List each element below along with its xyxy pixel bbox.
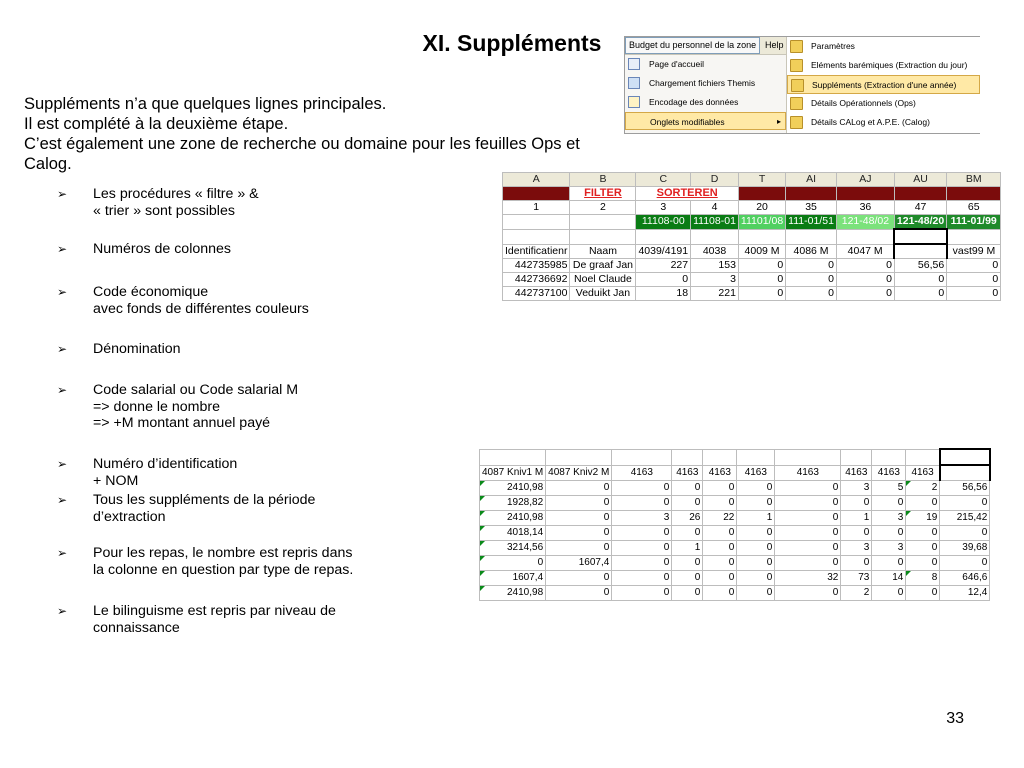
economic-code	[503, 215, 570, 230]
table-row	[480, 586, 990, 601]
wage-code: 4163	[737, 465, 775, 481]
submenu	[786, 37, 980, 133]
table-cell[interactable]: 0	[775, 526, 841, 541]
menu-item-chargement[interactable]	[625, 74, 786, 92]
table-cell[interactable]: 442736692	[503, 273, 570, 287]
table-cell[interactable]: 12,4	[940, 586, 990, 601]
column-header[interactable]: AJ	[836, 173, 894, 187]
arrow-bullet-icon: ➢	[57, 604, 68, 618]
bullet-line: avec fonds de différentes couleurs	[93, 300, 309, 317]
table-cell[interactable]: 8	[906, 571, 940, 586]
column-number: 65	[947, 201, 1001, 215]
table-cell[interactable]: 0	[672, 586, 703, 601]
wage-code: 4038	[691, 244, 739, 259]
table-cell[interactable]: 0	[775, 556, 841, 571]
table-cell[interactable]: 0	[737, 496, 775, 511]
column-number: 2	[570, 201, 636, 215]
submenu-item-parametres[interactable]	[787, 37, 980, 56]
menu-item-label: Encodage des données	[649, 97, 739, 107]
table-cell[interactable]: 0	[738, 287, 785, 301]
column-title	[906, 449, 940, 465]
wage-code: Identificatienr	[503, 244, 570, 259]
table-cell[interactable]: 0	[546, 496, 612, 511]
wage-code: 4163	[775, 465, 841, 481]
submenu-item-label: Paramètres	[811, 41, 855, 51]
column-header[interactable]: A	[503, 173, 570, 187]
column-title	[836, 229, 894, 244]
column-title	[786, 229, 837, 244]
column-number: 3	[636, 201, 691, 215]
table-cell[interactable]: 26	[672, 511, 703, 526]
intro-line: Suppléments n’a que quelques lignes principales.	[24, 95, 387, 113]
folder-icon	[790, 40, 803, 53]
table-cell[interactable]: 2410,98	[480, 586, 546, 601]
bottom-sheet-table	[479, 448, 991, 601]
table-cell[interactable]: 153	[691, 259, 739, 273]
table-cell[interactable]: 227	[636, 259, 691, 273]
column-number: 1	[503, 201, 570, 215]
wage-code	[940, 465, 990, 481]
table-cell[interactable]: 0	[940, 526, 990, 541]
table-cell[interactable]: 22	[703, 511, 737, 526]
column-title	[570, 229, 636, 244]
bullet-line: + NOM	[93, 472, 139, 489]
table-cell[interactable]: 0	[546, 526, 612, 541]
bullet-line: Les procédures « filtre » &	[93, 186, 259, 202]
wage-code: 4086 M	[786, 244, 837, 259]
table-row	[480, 556, 990, 571]
table-cell[interactable]: 0	[737, 541, 775, 556]
table-cell[interactable]: 0	[737, 481, 775, 496]
table-cell[interactable]: Noel Claude	[570, 273, 636, 287]
folder-icon	[790, 59, 803, 72]
column-title	[775, 449, 841, 465]
column-header[interactable]: D	[691, 173, 739, 187]
wage-code: 4163	[872, 465, 906, 481]
folder-icon	[790, 97, 803, 110]
submenu-item-label: Eléments barémiques (Extraction du jour)	[811, 60, 968, 70]
table-cell[interactable]: 0	[737, 586, 775, 601]
submenu-item-calog[interactable]	[787, 113, 980, 132]
filter-row-cell	[947, 187, 1001, 201]
table-cell[interactable]: 2410,98	[480, 511, 546, 526]
column-header[interactable]: C	[636, 173, 691, 187]
table-cell[interactable]: 2	[906, 481, 940, 496]
table-cell[interactable]: 0	[872, 556, 906, 571]
wage-code: 4087 Kniv2 M	[546, 465, 612, 481]
edit-icon	[628, 96, 640, 108]
column-header[interactable]: AU	[894, 173, 946, 187]
table-cell[interactable]: 0	[872, 526, 906, 541]
menu-item-page-accueil[interactable]	[625, 55, 786, 73]
table-cell[interactable]: 0	[612, 541, 672, 556]
table-cell[interactable]: 0	[738, 259, 785, 273]
column-title	[691, 229, 739, 244]
table-cell[interactable]: 0	[894, 287, 946, 301]
cell-marker-icon	[480, 586, 485, 591]
arrow-bullet-icon: ➢	[57, 285, 68, 299]
cell-marker-icon	[480, 541, 485, 546]
column-title	[737, 449, 775, 465]
column-title	[612, 449, 672, 465]
column-title	[636, 229, 691, 244]
table-cell[interactable]: 56,56	[894, 259, 946, 273]
arrow-bullet-icon: ➢	[57, 383, 68, 397]
table-cell[interactable]: 0	[947, 273, 1001, 287]
table-cell[interactable]: 3214,56	[480, 541, 546, 556]
table-cell[interactable]: De graaf Jan	[570, 259, 636, 273]
arrow-bullet-icon: ➢	[57, 242, 68, 256]
wage-code: 4009 M	[738, 244, 785, 259]
table-cell[interactable]: 3	[841, 481, 872, 496]
table-cell[interactable]: 442735985	[503, 259, 570, 273]
table-cell[interactable]: 0	[546, 481, 612, 496]
table-cell[interactable]: 1928,82	[480, 496, 546, 511]
arrow-bullet-icon: ➢	[57, 457, 68, 471]
arrow-bullet-icon: ➢	[57, 342, 68, 356]
table-row	[480, 541, 990, 556]
table-cell[interactable]: 5	[872, 481, 906, 496]
table-cell[interactable]: 19	[906, 511, 940, 526]
page-icon	[628, 58, 640, 70]
column-title	[940, 449, 990, 465]
table-cell[interactable]: 2	[841, 586, 872, 601]
table-cell[interactable]: 1607,4	[546, 556, 612, 571]
submenu-item-ops[interactable]	[787, 94, 980, 113]
wage-code	[894, 244, 946, 259]
spreadsheet-supplements	[502, 172, 1001, 301]
table-cell[interactable]: 0	[947, 259, 1001, 273]
table-cell[interactable]: 0	[738, 273, 785, 287]
column-number: 4	[691, 201, 739, 215]
table-cell[interactable]: 2410,98	[480, 481, 546, 496]
economic-code: 11108-00	[636, 215, 691, 230]
menubar	[625, 37, 786, 55]
table-cell[interactable]: 0	[737, 571, 775, 586]
table-cell[interactable]: 0	[612, 526, 672, 541]
table-cell[interactable]: 1607,4	[480, 571, 546, 586]
table-cell[interactable]: 0	[775, 511, 841, 526]
table-cell[interactable]: 73	[841, 571, 872, 586]
table-cell[interactable]: 18	[636, 287, 691, 301]
table-cell[interactable]: 0	[836, 273, 894, 287]
table-cell[interactable]: 0	[546, 571, 612, 586]
filter-row-cell	[836, 187, 894, 201]
table-cell[interactable]: 0	[546, 511, 612, 526]
column-number: 35	[786, 201, 837, 215]
table-cell[interactable]: 0	[703, 571, 737, 586]
table-cell[interactable]: 0	[703, 526, 737, 541]
table-cell[interactable]: 0	[672, 556, 703, 571]
table-cell[interactable]: 0	[672, 496, 703, 511]
table-cell[interactable]: Veduikt Jan	[570, 287, 636, 301]
table-cell[interactable]: 0	[786, 287, 837, 301]
table-cell[interactable]: 0	[906, 586, 940, 601]
table-cell[interactable]: 221	[691, 287, 739, 301]
table-cell[interactable]: 14	[872, 571, 906, 586]
folder-icon	[791, 79, 804, 92]
table-row	[480, 511, 990, 526]
cell-marker-icon	[480, 526, 485, 531]
column-title	[546, 449, 612, 465]
table-cell[interactable]: 0	[546, 541, 612, 556]
table-cell[interactable]: 0	[775, 541, 841, 556]
menu-help[interactable]: Help	[765, 40, 784, 50]
table-cell[interactable]: 0	[672, 481, 703, 496]
wage-code: vast99 M	[947, 244, 1001, 259]
page-number: 33	[946, 710, 964, 727]
table-cell[interactable]: 442737100	[503, 287, 570, 301]
table-cell[interactable]: 0	[947, 287, 1001, 301]
table-cell[interactable]: 0	[480, 556, 546, 571]
bullet-line: « trier » sont possibles	[93, 202, 235, 219]
bullet-line: Code salarial ou Code salarial M	[93, 382, 299, 398]
table-cell[interactable]: 3	[872, 511, 906, 526]
intro-line: Calog.	[24, 155, 72, 173]
cell-marker-icon	[480, 571, 485, 576]
wage-code: 4039/4191	[636, 244, 691, 259]
column-title	[872, 449, 906, 465]
cell-marker-icon	[906, 571, 911, 576]
menu-screenshot	[624, 36, 980, 134]
column-title	[894, 229, 946, 244]
table-cell[interactable]: 0	[872, 586, 906, 601]
submenu-arrow-icon: ▸	[776, 117, 781, 126]
table-cell[interactable]: 0	[612, 571, 672, 586]
menu-item-label: Onglets modifiables	[650, 117, 725, 127]
table-row	[503, 259, 1001, 273]
table-cell[interactable]: 646,6	[940, 571, 990, 586]
table-cell[interactable]: 0	[906, 541, 940, 556]
table-cell[interactable]: 0	[841, 526, 872, 541]
wage-code: Naam	[570, 244, 636, 259]
bullet-line: Tous les suppléments de la période	[93, 492, 316, 508]
column-number: 36	[836, 201, 894, 215]
column-title	[672, 449, 703, 465]
table-cell[interactable]: 0	[636, 273, 691, 287]
cell-marker-icon	[480, 496, 485, 501]
economic-code	[570, 215, 636, 230]
bullet-line: => +M montant annuel payé	[93, 415, 271, 431]
filter-row-cell	[894, 187, 946, 201]
submenu-item-supplements[interactable]	[787, 75, 980, 94]
table-cell[interactable]: 0	[786, 259, 837, 273]
wage-code: 4047 M	[836, 244, 894, 259]
intro-text	[24, 94, 714, 174]
column-title	[841, 449, 872, 465]
table-cell[interactable]: 0	[672, 526, 703, 541]
filter-button[interactable]: FILTER	[570, 187, 636, 201]
bullet-line: Le bilinguisme est repris par niveau de	[93, 603, 336, 619]
menu-item-label: Chargement fichiers Themis	[649, 78, 756, 88]
table-cell[interactable]: 0	[703, 586, 737, 601]
column-header[interactable]: AI	[786, 173, 837, 187]
filter-row-cell	[503, 187, 570, 201]
table-cell[interactable]: 0	[836, 259, 894, 273]
menu-item-encodage[interactable]	[625, 93, 786, 111]
table-cell[interactable]: 1	[841, 511, 872, 526]
wage-code: 4163	[612, 465, 672, 481]
menu-budget-personnel[interactable]: Budget du personnel de la zone	[625, 37, 760, 54]
wage-code: 4087 Kniv1 M	[480, 465, 546, 481]
column-title	[503, 229, 570, 244]
arrow-bullet-icon: ➢	[57, 493, 68, 507]
table-cell[interactable]: 3	[691, 273, 739, 287]
table-cell[interactable]: 0	[841, 496, 872, 511]
menu-item-label: Page d'accueil	[649, 59, 705, 69]
bullet-line: Numéro d’identification	[93, 456, 238, 472]
wage-code: 4163	[672, 465, 703, 481]
economic-code: 11101/08	[738, 215, 785, 230]
table-cell[interactable]: 0	[940, 496, 990, 511]
load-icon	[628, 77, 640, 89]
table-cell[interactable]: 32	[775, 571, 841, 586]
table-cell[interactable]: 0	[546, 586, 612, 601]
table-cell[interactable]: 0	[612, 481, 672, 496]
bullet-line: Pour les repas, le nombre est repris dans	[93, 545, 353, 561]
folder-icon	[790, 116, 803, 129]
table-cell[interactable]: 3	[872, 541, 906, 556]
top-sheet-table	[502, 172, 1001, 301]
table-cell[interactable]: 0	[906, 556, 940, 571]
column-header[interactable]: BM	[947, 173, 1001, 187]
table-cell[interactable]: 0	[836, 287, 894, 301]
filter-row-cell	[786, 187, 837, 201]
bullet-line: Dénomination	[93, 341, 181, 357]
cell-marker-icon	[480, 481, 485, 486]
cell-marker-icon	[906, 511, 911, 516]
sort-button[interactable]: SORTEREN	[636, 187, 738, 201]
column-number: 20	[738, 201, 785, 215]
table-row	[503, 287, 1001, 301]
table-cell[interactable]: 0	[672, 571, 703, 586]
wage-code: 4163	[841, 465, 872, 481]
table-cell[interactable]: 215,42	[940, 511, 990, 526]
bullet-line: Numéros de colonnes	[93, 241, 232, 257]
column-title	[703, 449, 737, 465]
bullet-line: la colonne en question par type de repas.	[93, 561, 354, 578]
submenu-item-label: Suppléments (Extraction d'une année)	[812, 80, 957, 90]
table-cell[interactable]: 0	[737, 526, 775, 541]
cell-marker-icon	[480, 511, 485, 516]
table-cell[interactable]: 0	[841, 556, 872, 571]
table-cell[interactable]: 0	[906, 496, 940, 511]
column-header[interactable]: B	[570, 173, 636, 187]
table-cell[interactable]: 1	[737, 511, 775, 526]
wage-code: 4163	[703, 465, 737, 481]
table-cell[interactable]: 0	[612, 556, 672, 571]
table-cell[interactable]: 39,68	[940, 541, 990, 556]
bullet-line: connaissance	[93, 619, 180, 636]
table-cell[interactable]: 0	[703, 556, 737, 571]
table-cell[interactable]: 0	[775, 481, 841, 496]
arrow-bullet-icon: ➢	[57, 546, 68, 560]
economic-code: 121-48/20	[894, 215, 946, 230]
intro-line: C’est également une zone de recherche ou domaine pour les feuilles Ops et	[24, 135, 580, 153]
table-cell[interactable]: 0	[894, 273, 946, 287]
bullet-line: d’extraction	[93, 508, 166, 525]
table-cell[interactable]: 0	[786, 273, 837, 287]
table-cell[interactable]: 0	[872, 496, 906, 511]
economic-code: 11108-01	[691, 215, 739, 230]
spreadsheet-repas	[479, 448, 991, 601]
column-header[interactable]: T	[738, 173, 785, 187]
column-title	[947, 229, 1001, 244]
filter-row-cell	[738, 187, 785, 201]
table-row	[480, 481, 990, 496]
economic-code: 111-01/51	[786, 215, 837, 230]
economic-code: 121-48/02	[836, 215, 894, 230]
table-cell[interactable]: 4018,14	[480, 526, 546, 541]
table-cell[interactable]: 56,56	[940, 481, 990, 496]
slide-title: XI. Suppléments	[422, 30, 602, 56]
table-cell[interactable]: 0	[703, 481, 737, 496]
submenu-item-baremiques[interactable]	[787, 56, 980, 75]
table-row	[480, 571, 990, 586]
table-row	[480, 526, 990, 541]
table-cell[interactable]: 0	[906, 526, 940, 541]
submenu-item-label: Détails CALog et A.P.E. (Calog)	[811, 117, 930, 127]
arrow-bullet-icon: ➢	[57, 187, 68, 201]
cell-marker-icon	[906, 481, 911, 486]
economic-code: 111-01/99	[947, 215, 1001, 230]
column-number: 47	[894, 201, 946, 215]
table-cell[interactable]: 0	[612, 496, 672, 511]
main-menu	[625, 37, 786, 133]
intro-line: Il est complété à la deuxième étape.	[24, 115, 289, 133]
column-title	[738, 229, 785, 244]
table-cell[interactable]: 0	[940, 556, 990, 571]
table-cell[interactable]: 3	[841, 541, 872, 556]
table-cell[interactable]: 0	[775, 496, 841, 511]
table-cell[interactable]: 1	[672, 541, 703, 556]
table-cell[interactable]: 0	[775, 586, 841, 601]
bullet-line: => donne le nombre	[93, 398, 220, 415]
cell-marker-icon	[480, 556, 485, 561]
table-cell[interactable]: 0	[703, 496, 737, 511]
table-row	[480, 496, 990, 511]
table-cell[interactable]: 0	[703, 541, 737, 556]
menu-item-onglets[interactable]	[625, 112, 786, 130]
table-cell[interactable]: 3	[612, 511, 672, 526]
wage-code: 4163	[906, 465, 940, 481]
submenu-item-label: Détails Opérationnels (Ops)	[811, 98, 916, 108]
column-title	[480, 449, 546, 465]
bullet-line: Code économique	[93, 284, 209, 300]
table-cell[interactable]: 0	[612, 586, 672, 601]
table-row	[503, 273, 1001, 287]
table-cell[interactable]: 0	[737, 556, 775, 571]
